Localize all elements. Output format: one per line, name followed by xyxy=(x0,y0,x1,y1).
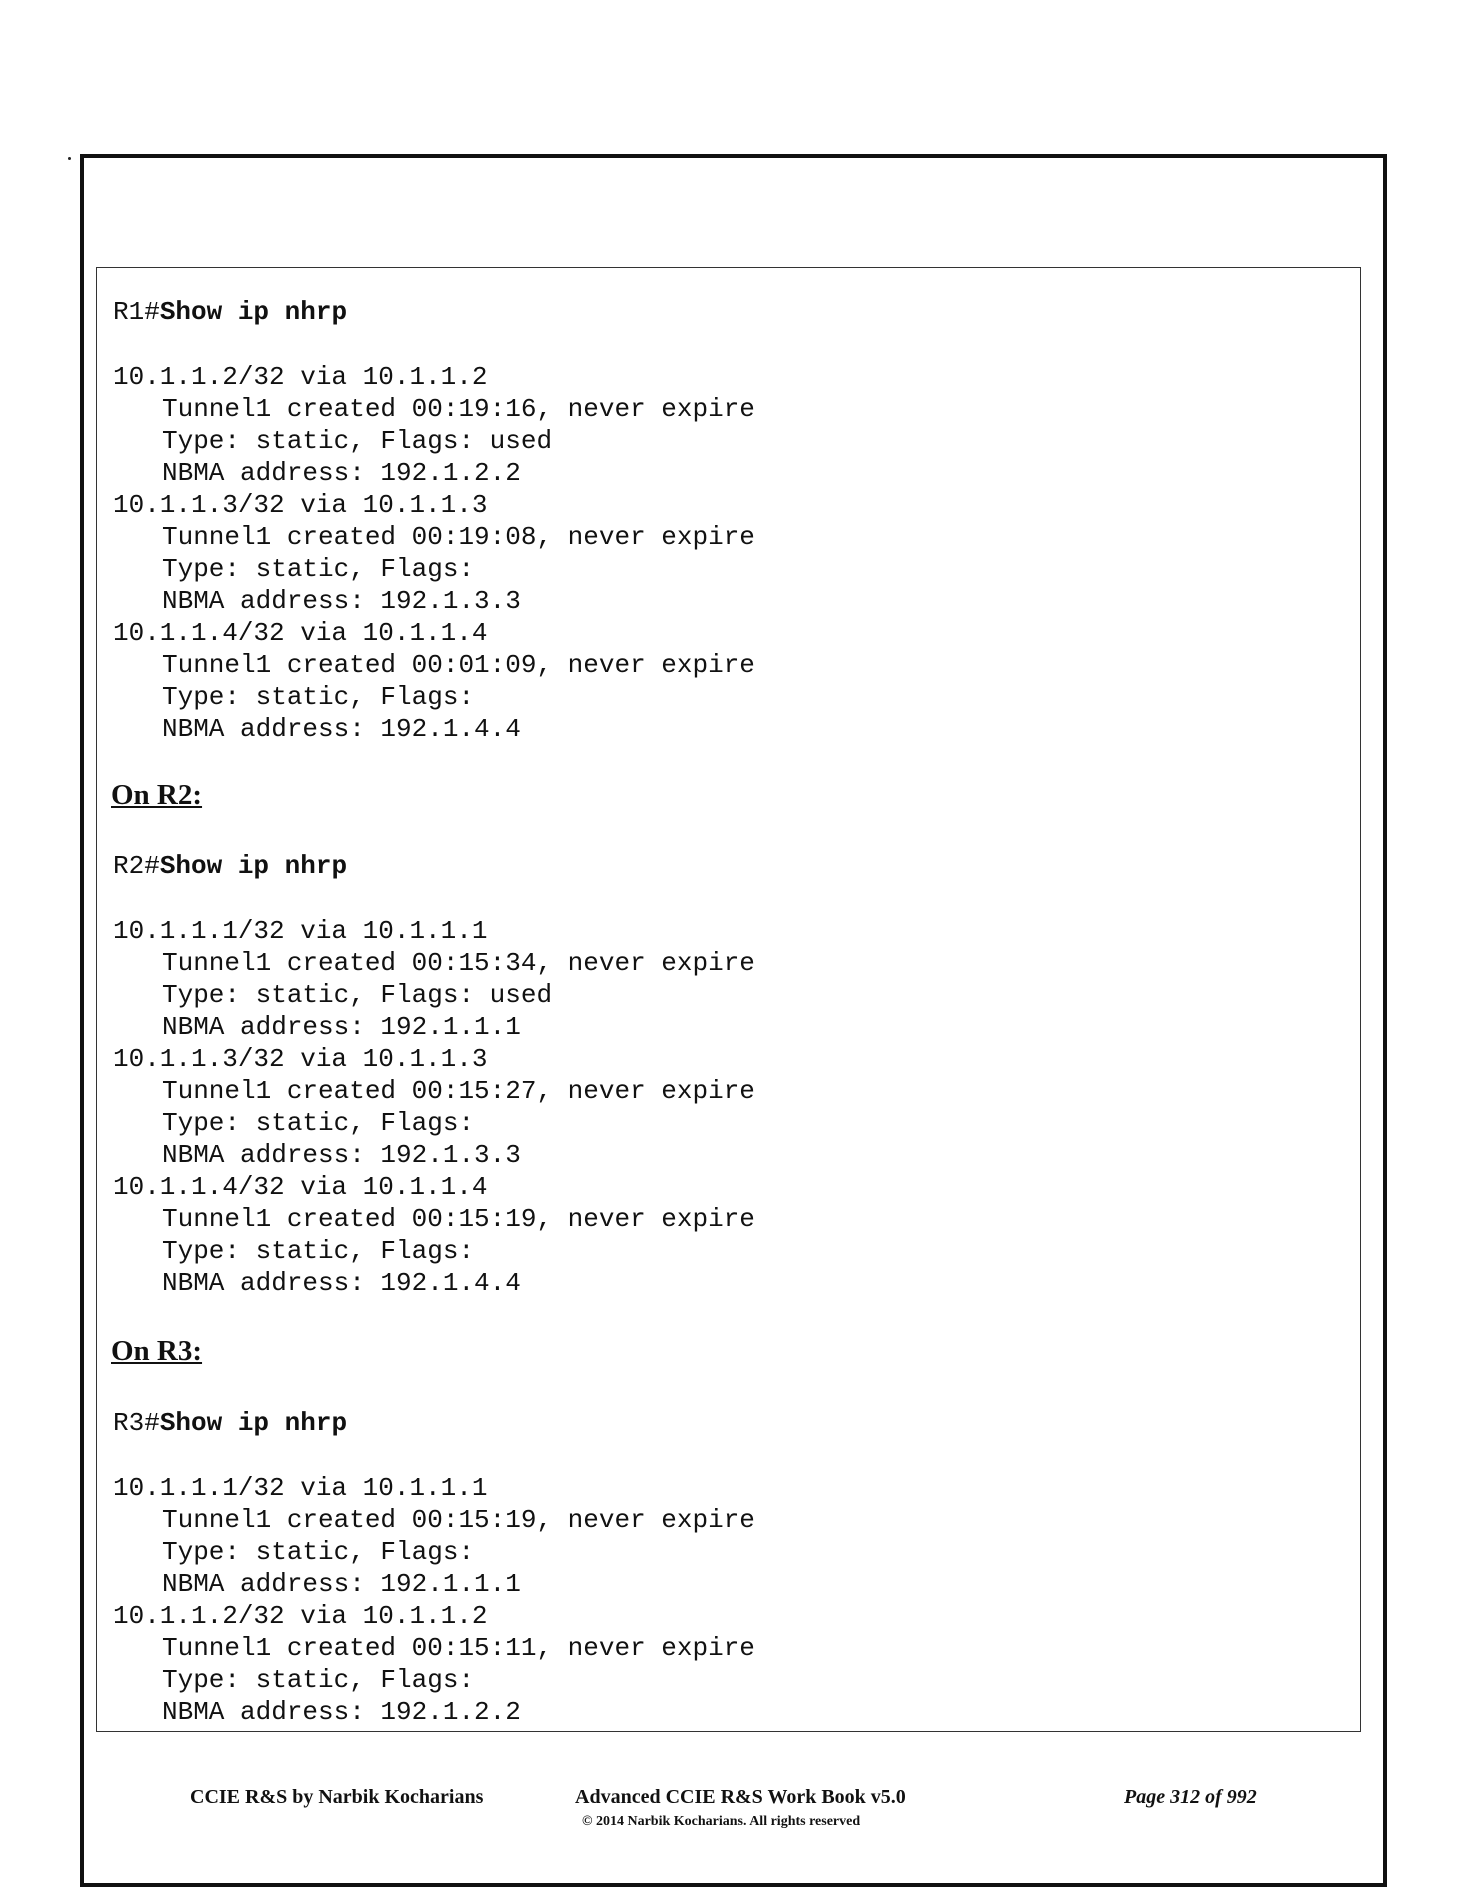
r1-entry-2-type: Type: static, Flags: xyxy=(162,554,475,584)
r3-entry-2-tunnel: Tunnel1 created 00:15:11, never expire xyxy=(162,1633,755,1663)
r1-entry-1-type: Type: static, Flags: used xyxy=(162,426,553,456)
stray-dot xyxy=(68,157,71,160)
r2-entry-1-route: 10.1.1.1/32 via 10.1.1.1 xyxy=(113,916,488,946)
r2-entry-3-type: Type: static, Flags: xyxy=(162,1236,475,1266)
r1-command-line: R1#Show ip nhrp xyxy=(113,297,348,327)
r2-entry-1-tunnel: Tunnel1 created 00:15:34, never expire xyxy=(162,948,755,978)
r1-entry-3-nbma: NBMA address: 192.1.4.4 xyxy=(162,714,521,744)
r1-entry-1-tunnel: Tunnel1 created 00:19:16, never expire xyxy=(162,394,755,424)
r2-entry-2-type: Type: static, Flags: xyxy=(162,1108,475,1138)
footer-copyright: © 2014 Narbik Kocharians. All rights reserved xyxy=(582,1814,861,1829)
r1-entry-3-type: Type: static, Flags: xyxy=(162,682,475,712)
r1-entry-2-nbma: NBMA address: 192.1.3.3 xyxy=(162,586,521,616)
r2-entry-1-type: Type: static, Flags: used xyxy=(162,980,553,1010)
r3-entry-2-route: 10.1.1.2/32 via 10.1.1.2 xyxy=(113,1601,488,1631)
footer-book-title: Advanced CCIE R&S Work Book v5.0 xyxy=(575,1786,906,1808)
footer-author: CCIE R&S by Narbik Kocharians xyxy=(190,1786,484,1808)
r1-entry-1-nbma: NBMA address: 192.1.2.2 xyxy=(162,458,521,488)
r2-entry-2-nbma: NBMA address: 192.1.3.3 xyxy=(162,1140,521,1170)
r2-entry-3-tunnel: Tunnel1 created 00:15:19, never expire xyxy=(162,1204,755,1234)
r3-entry-1-nbma: NBMA address: 192.1.1.1 xyxy=(162,1569,521,1599)
r2-entry-3-route: 10.1.1.4/32 via 10.1.1.4 xyxy=(113,1172,488,1202)
r2-command-line: R2#Show ip nhrp xyxy=(113,851,348,881)
r3-entry-1-route: 10.1.1.1/32 via 10.1.1.1 xyxy=(113,1473,488,1503)
r2-entry-1-nbma: NBMA address: 192.1.1.1 xyxy=(162,1012,521,1042)
r3-entry-1-tunnel: Tunnel1 created 00:15:19, never expire xyxy=(162,1505,755,1535)
r2-entry-2-tunnel: Tunnel1 created 00:15:27, never expire xyxy=(162,1076,755,1106)
r1-entry-2-tunnel: Tunnel1 created 00:19:08, never expire xyxy=(162,522,755,552)
r3-entry-1-type: Type: static, Flags: xyxy=(162,1537,475,1567)
r3-command-line: R3#Show ip nhrp xyxy=(113,1408,348,1438)
r1-entry-3-route: 10.1.1.4/32 via 10.1.1.4 xyxy=(113,618,488,648)
footer-page-number: Page 312 of 992 xyxy=(1124,1786,1257,1808)
r1-entry-1-route: 10.1.1.2/32 via 10.1.1.2 xyxy=(113,362,488,392)
r2-entry-2-route: 10.1.1.3/32 via 10.1.1.3 xyxy=(113,1044,488,1074)
r3-entry-2-type: Type: static, Flags: xyxy=(162,1665,475,1695)
r3-entry-2-nbma: NBMA address: 192.1.2.2 xyxy=(162,1697,521,1727)
r2-entry-3-nbma: NBMA address: 192.1.4.4 xyxy=(162,1268,521,1298)
r2-heading: On R2: xyxy=(111,779,203,811)
r3-heading: On R3: xyxy=(111,1335,203,1367)
r1-entry-3-tunnel: Tunnel1 created 00:01:09, never expire xyxy=(162,650,755,680)
r1-entry-2-route: 10.1.1.3/32 via 10.1.1.3 xyxy=(113,490,488,520)
